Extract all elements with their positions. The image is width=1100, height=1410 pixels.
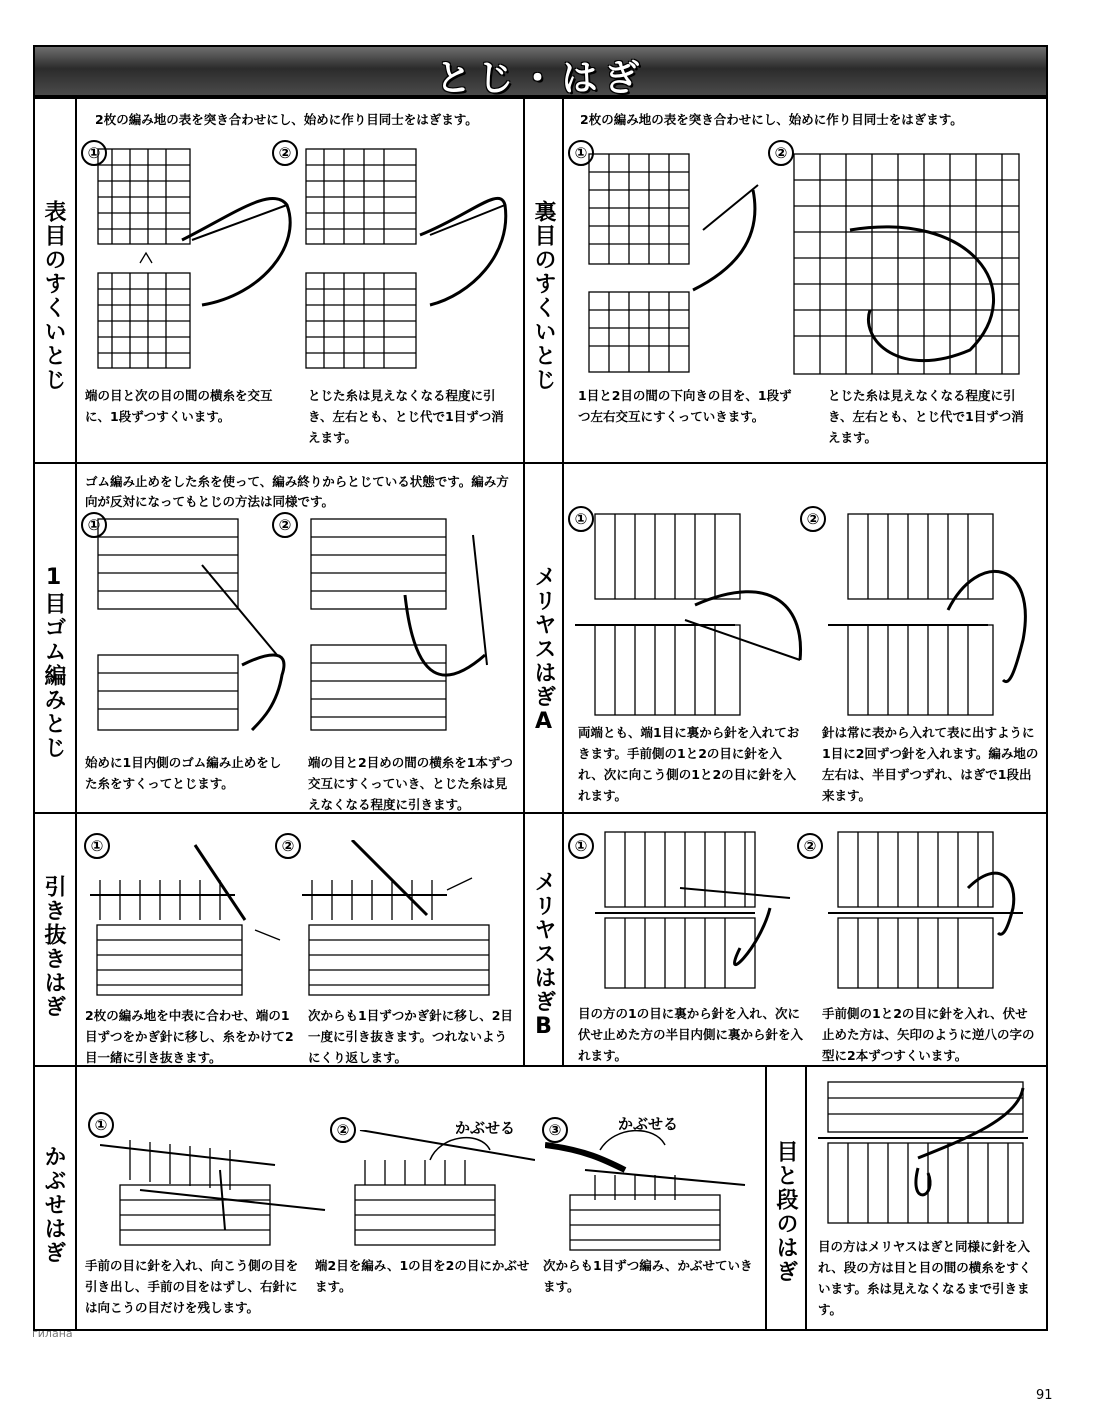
step-number: ① (88, 1112, 114, 1138)
step-caption: 目の方はメリヤスはぎと同様に針を入れ、段の方は目と目の間の横糸をすくいます。糸は見えなくなるまで引きます。 (818, 1239, 1032, 1317)
knitting-illustration (818, 1078, 1033, 1228)
step-number: ① (568, 506, 594, 532)
section-label-hikinuki: 引き抜きはぎ (41, 875, 66, 1019)
step-caption: 針は常に表から入れて表に出すように1目に2回ずつ針を入れます。編み地の左右は、半目ずつずれ、はぎで1段出来ます。 (822, 725, 1039, 803)
knitting-illustration (575, 510, 805, 720)
knitting-illustration (297, 840, 512, 1000)
step-number: ② (797, 833, 823, 859)
step-number: ② (768, 140, 794, 166)
step-number: ① (568, 833, 594, 859)
step-caption: 次からも1目ずつかぎ針に移し、2目一度に引き抜きます。つれないようにくり返します。 (308, 1008, 513, 1065)
knitting-illustration (545, 1130, 760, 1255)
step-number: ② (275, 833, 301, 859)
knitting-illustration (300, 145, 515, 375)
step-number: ② (272, 512, 298, 538)
section-label-meriyasu-a: メリヤスはぎA (531, 565, 556, 736)
step-caption: 手前の目に針を入れ、向こう側の目を引き出し、手前の目をはずし、右針には向こうの目だけを残します。 (85, 1258, 299, 1315)
step-number: ② (330, 1117, 356, 1143)
step-caption: 1目と2目の間の下向きの目を、1段ずつ左右交互にすくっていきます。 (578, 388, 792, 424)
knitting-illustration (790, 150, 1025, 380)
step-caption: 2枚の編み地を中表に合わせ、端の1目ずつをかぎ針に移し、糸をかけて2目一緒に引き抜きます。 (85, 1008, 294, 1065)
column-divider (562, 97, 564, 1065)
knitting-illustration (92, 145, 302, 375)
step-caption: 手前側の1と2の目に針を入れ、伏せ止めた方は、矢印のように逆八の字の型に2本ずつすくいます。 (822, 1006, 1035, 1063)
row-divider (33, 812, 1048, 814)
section-label-kabuse: かぶせはぎ (41, 1145, 66, 1265)
step-caption: 目の方の1の目に裏から針を入れ、次に伏せ止めた方の半目内側に裏から針を入れます。 (578, 1006, 804, 1063)
step-caption: 端2目を編み、1の目を2の目にかぶせます。 (315, 1258, 530, 1294)
section-label-medan: 目と段のはぎ (773, 1140, 798, 1284)
knitting-illustration (828, 828, 1033, 993)
annotation-kabuseru: かぶせる (455, 1119, 516, 1137)
annotation-kabuseru: かぶせる (618, 1115, 679, 1133)
label-column-divider (805, 1065, 807, 1331)
knitting-illustration (590, 828, 805, 993)
step-caption: とじた糸は見えなくなる程度に引き、左右とも、とじ代で1目ずつ消えます。 (828, 388, 1024, 445)
page-title: とじ・はぎ (435, 58, 646, 99)
label-column-divider (523, 97, 525, 1065)
section-description: 2枚の編み地の表を突き合わせにし、始めに作り目同士をはぎます。 (580, 112, 963, 127)
page-number: 91 (1036, 1388, 1053, 1403)
knitting-illustration (100, 1130, 335, 1250)
title-banner (33, 45, 1048, 97)
step-caption: 始めに1目内側のゴム編み止めをした糸をすくってとじます。 (85, 755, 282, 791)
knitting-illustration (583, 150, 783, 375)
knitting-illustration (340, 1130, 535, 1250)
knitting-illustration (92, 515, 297, 735)
row-divider (33, 462, 1048, 464)
step-number: ② (800, 506, 826, 532)
step-caption: 両端とも、端1目に裏から針を入れておきます。手前側の1と2の目に針を入れ、次に向こう側の1と2の目に針を入れます。 (578, 725, 800, 803)
section-label-meriyasu-b: メリヤスはぎB (531, 870, 556, 1041)
step-number: ① (81, 512, 107, 538)
step-number: ② (272, 140, 298, 166)
section-label-ura: 裏目のすくいとじ (531, 200, 556, 392)
column-divider (765, 1065, 767, 1331)
step-number: ① (81, 140, 107, 166)
step-caption: 端の目と2目めの間の横糸を1本ずつ交互にすくっていき、とじた糸は見えなくなる程度に引きます。 (308, 755, 513, 812)
section-description: ゴム編み止めをした糸を使って、編み終りからとじている状態です。編み方向が反対になってもとじの方法は同様です。 (85, 474, 509, 509)
section-label-omote: 表目のすくいとじ (41, 200, 66, 392)
knitting-illustration (85, 840, 295, 1000)
step-number: ① (84, 833, 110, 859)
step-number: ③ (542, 1117, 568, 1143)
step-number: ① (568, 140, 594, 166)
step-caption: 端の目と次の目の間の横糸を交互に、1段ずつすくいます。 (85, 388, 273, 424)
watermark: гилана (32, 1327, 73, 1340)
section-label-gomu: 1目ゴム編みとじ (41, 565, 66, 760)
step-caption: とじた糸は見えなくなる程度に引き、左右とも、とじ代で1目ずつ消えます。 (308, 388, 504, 445)
step-caption: 次からも1目ずつ編み、かぶせていきます。 (543, 1258, 753, 1294)
section-description: 2枚の編み地の表を突き合わせにし、始めに作り目同士をはぎます。 (95, 112, 478, 127)
label-column-divider (75, 97, 77, 1331)
knitting-illustration (828, 510, 1033, 720)
knitting-illustration (305, 515, 510, 735)
